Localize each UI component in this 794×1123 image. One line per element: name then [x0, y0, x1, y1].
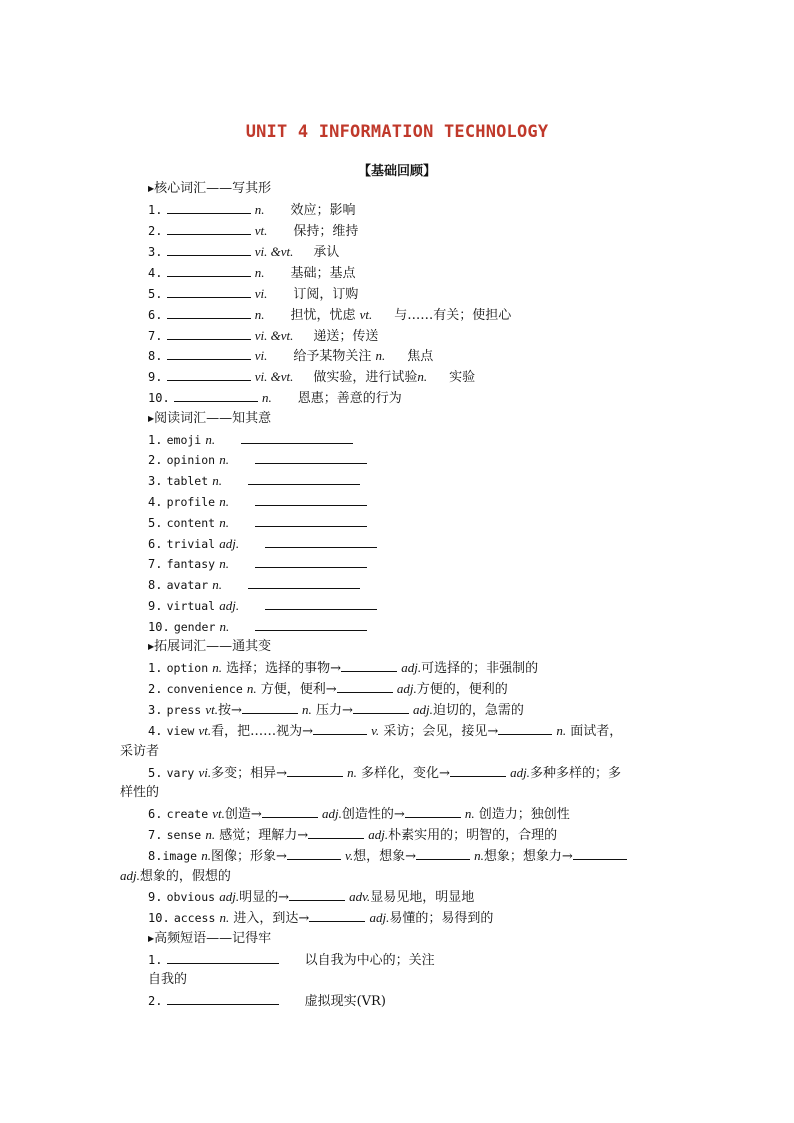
answer-blank[interactable] [167, 369, 251, 381]
answer-blank[interactable] [450, 765, 506, 777]
list-item: 6. n. 担忧，忧虑 vt. 与……有关；使担心 [148, 307, 512, 323]
answer-blank[interactable] [255, 556, 367, 568]
list-item-continuation: 自我的 [148, 972, 188, 987]
list-item: 1. emoji n. [148, 432, 353, 449]
answer-blank[interactable] [416, 848, 470, 860]
list-item: 5. vary vi.多变；相异→ n. 多样化，变化→ adj.多种多样的；多 [148, 765, 621, 781]
answer-blank[interactable] [167, 307, 251, 319]
list-item: 7. sense n. 感觉；理解力→ adj.朴素实用的；明智的，合理的 [148, 827, 558, 843]
answer-blank[interactable] [341, 660, 397, 672]
list-item-continuation: adj.想象的，假想的 [120, 868, 231, 884]
list-item: 3. press vt.按→ n. 压力→ adj.迫切的，急需的 [148, 702, 524, 718]
page-subtitle: 【基础回顾】 [357, 164, 436, 179]
answer-blank[interactable] [167, 328, 251, 340]
list-item: 5. vi. 订阅，订购 [148, 286, 359, 302]
answer-blank[interactable] [167, 952, 279, 964]
list-item: 5. content n. [148, 515, 367, 532]
answer-blank[interactable] [309, 910, 365, 922]
list-item: 2. vt. 保持；维持 [148, 223, 359, 239]
list-item: 4. n. 基础；基点 [148, 265, 356, 281]
answer-blank[interactable] [167, 244, 251, 256]
answer-blank[interactable] [405, 806, 461, 818]
answer-blank[interactable] [337, 681, 393, 693]
answer-blank[interactable] [262, 806, 318, 818]
answer-blank[interactable] [248, 473, 360, 485]
answer-blank[interactable] [241, 432, 353, 444]
list-item: 9. vi. &vt. 做实验，进行试验n. 实验 [148, 369, 476, 385]
list-item: 9. obvious adj.明显的→ adv.显易见地，明显地 [148, 889, 475, 905]
section-heading-phrases: ▶高频短语——记得牢 [148, 931, 272, 946]
list-item: 1. n. 效应；影响 [148, 202, 356, 218]
list-item: 8. avatar n. [148, 577, 360, 594]
list-item: 10. access n. 进入，到达→ adj.易懂的；易得到的 [148, 910, 494, 926]
list-item: 2. 虚拟现实(VR) [148, 994, 386, 1009]
triangle-bullet-icon: ▶ [148, 414, 155, 423]
list-item: 3. tablet n. [148, 473, 360, 490]
list-item: 2. opinion n. [148, 452, 367, 469]
answer-blank[interactable] [167, 348, 251, 360]
answer-blank[interactable] [265, 598, 377, 610]
answer-blank[interactable] [313, 723, 367, 735]
answer-blank[interactable] [573, 848, 627, 860]
answer-blank[interactable] [174, 390, 258, 402]
list-item: 6. create vt.创造→ adj.创造性的→ n. 创造力；独创性 [148, 806, 570, 822]
answer-blank[interactable] [255, 619, 367, 631]
answer-blank[interactable] [289, 889, 345, 901]
answer-blank[interactable] [255, 452, 367, 464]
answer-blank[interactable] [167, 202, 251, 214]
list-item: 1. option n. 选择；选择的事物→ adj.可选择的；非强制的 [148, 660, 539, 676]
answer-blank[interactable] [308, 827, 364, 839]
list-item: 7. vi. &vt. 递送；传送 [148, 328, 379, 344]
list-item: 3. vi. &vt. 承认 [148, 244, 340, 260]
section-heading-reading-vocab: ▶阅读词汇——知其意 [148, 411, 272, 426]
section-heading-core-vocab: ▶核心词汇——写其形 [148, 181, 272, 196]
answer-blank[interactable] [248, 577, 360, 589]
list-item: 4. profile n. [148, 494, 367, 511]
answer-blank[interactable] [353, 702, 409, 714]
triangle-bullet-icon: ▶ [148, 934, 155, 943]
answer-blank[interactable] [265, 536, 377, 548]
list-item: 9. virtual adj. [148, 598, 377, 615]
list-item: 8.image n.图像；形象→ v.想，想象→ n.想象；想象力→ [148, 848, 627, 865]
answer-blank[interactable] [167, 286, 251, 298]
list-item: 7. fantasy n. [148, 556, 367, 573]
list-item: 4. view vt.看，把……视为→ v. 采访；会见，接见→ n. 面试者， [148, 723, 623, 739]
answer-blank[interactable] [167, 223, 251, 235]
list-item: 1. 以自我为中心的；关注 [148, 953, 435, 968]
answer-blank[interactable] [287, 848, 341, 860]
list-item: 2. convenience n. 方便，便利→ adj.方便的，便利的 [148, 681, 508, 697]
answer-blank[interactable] [255, 515, 367, 527]
list-item-continuation: 样性的 [120, 785, 160, 800]
page-title: UNIT 4 INFORMATION TECHNOLOGY [245, 122, 549, 142]
answer-blank[interactable] [498, 723, 552, 735]
list-item-continuation: 采访者 [120, 744, 160, 759]
list-item: 10. gender n. [148, 619, 367, 636]
answer-blank[interactable] [255, 494, 367, 506]
answer-blank[interactable] [242, 702, 298, 714]
answer-blank[interactable] [167, 993, 279, 1005]
answer-blank[interactable] [287, 765, 343, 777]
list-item: 6. trivial adj. [148, 536, 377, 553]
section-heading-extended-vocab: ▶拓展词汇——通其变 [148, 639, 272, 654]
triangle-bullet-icon: ▶ [148, 184, 155, 193]
triangle-bullet-icon: ▶ [148, 642, 155, 651]
list-item: 8. vi. 给予某物关注 n. 焦点 [148, 348, 434, 364]
list-item: 10. n. 恩惠；善意的行为 [148, 390, 402, 406]
answer-blank[interactable] [167, 265, 251, 277]
